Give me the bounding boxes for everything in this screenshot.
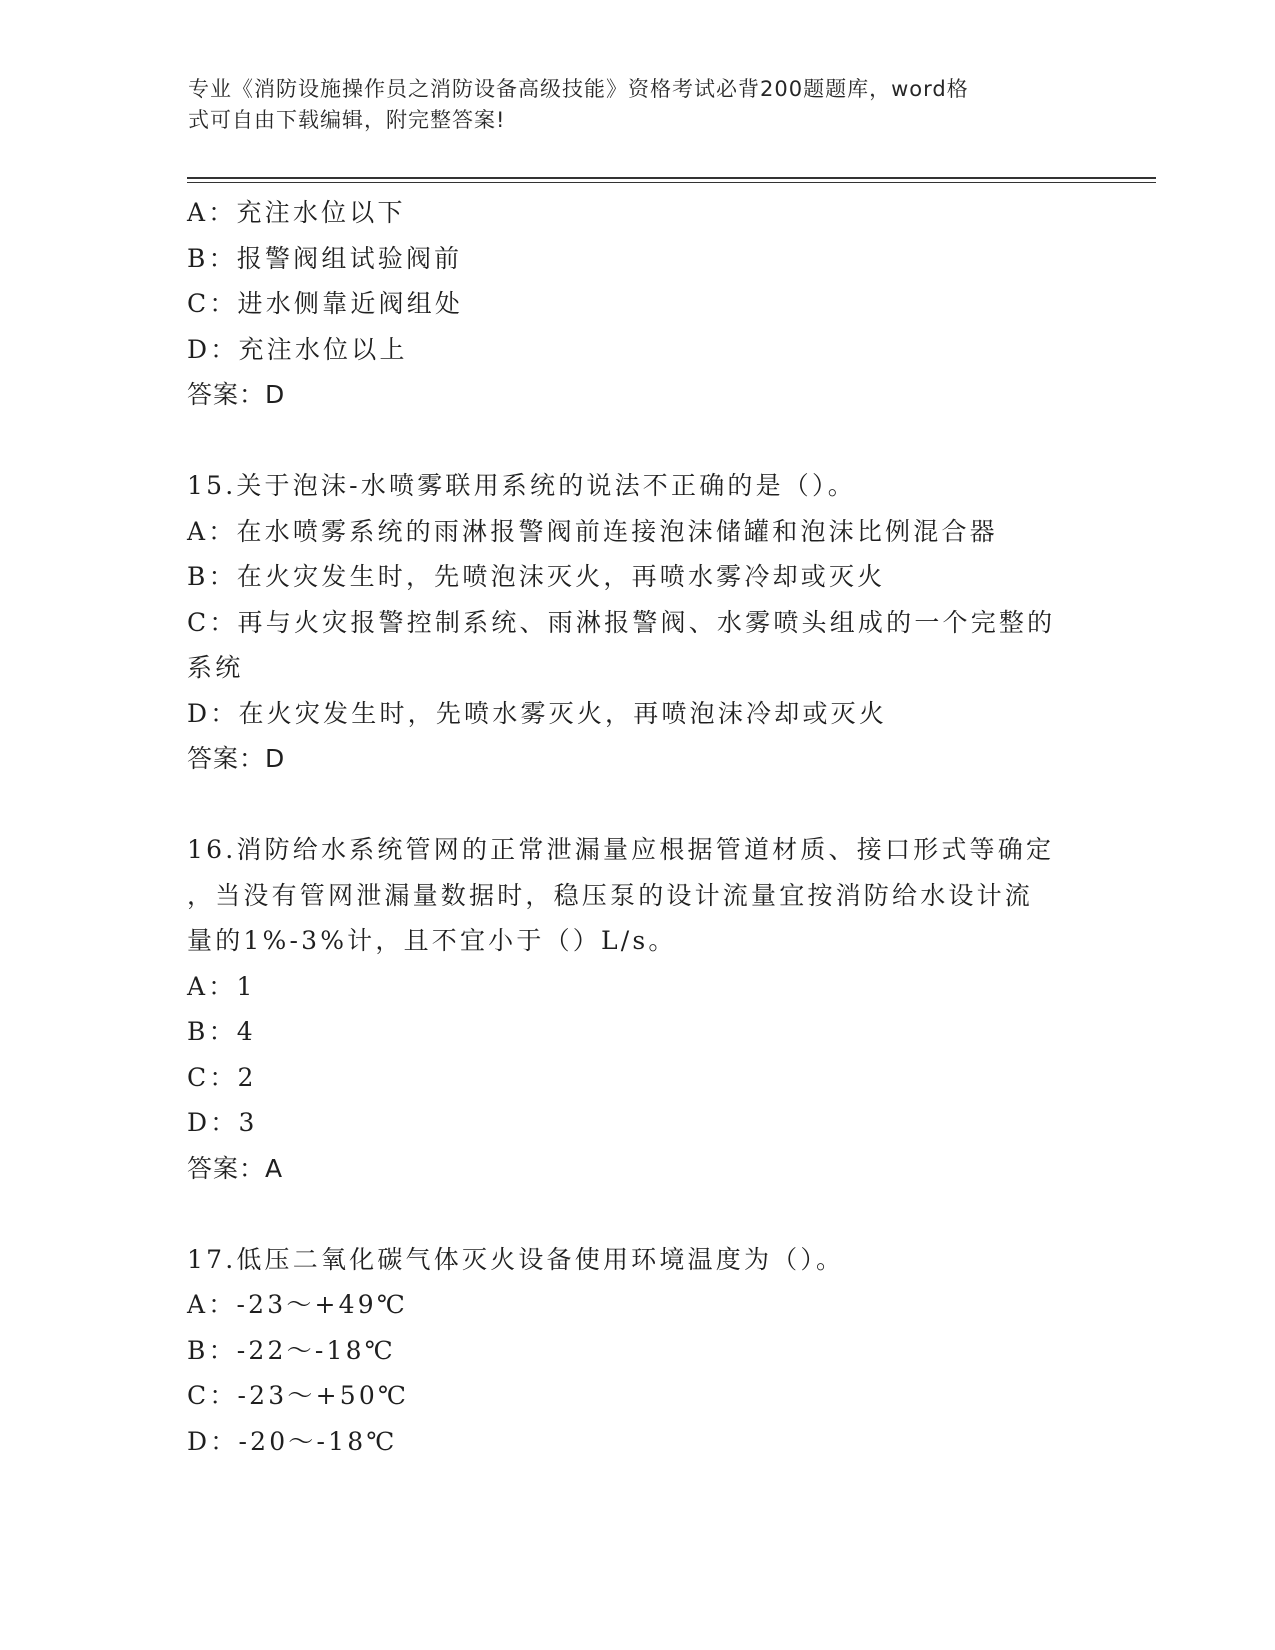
option-c: C：再与火灾报警控制系统、雨淋报警阀、水雾喷头组成的一个完整的 (187, 607, 1056, 637)
header-divider-thick (187, 177, 1156, 179)
spacer (187, 418, 1087, 464)
question-stem: 16.消防给水系统管网的正常泄漏量应根据管道材质、接口形式等确定 (187, 835, 1055, 864)
question-17 (187, 1237, 1087, 1465)
document-header (188, 74, 1068, 136)
option-b: B：4 (187, 1017, 256, 1046)
option-a: A：-23～+49℃ (187, 1290, 409, 1319)
question-stem-continued: ，当没有管网泄漏量数据时，稳压泵的设计流量宜按消防给水设计流 (187, 880, 1034, 910)
question-stem: 15.关于泡沫-水喷雾联用系统的说法不正确的是（）。 (187, 471, 856, 500)
option-d: D：-20～-18℃ (187, 1426, 398, 1456)
option-b: B：报警阀组试验阀前 (187, 243, 463, 273)
question-stem: 17.低压二氧化碳气体灭火设备使用环境温度为（）。 (187, 1244, 845, 1274)
option-a: A：1 (187, 971, 256, 1001)
question-stem-continued: 量的1%-3%计，且不宜小于（）L/s。 (187, 926, 677, 955)
option-d: D：在火灾发生时，先喷水雾灭火，再喷泡沫冷却或灭火 (187, 698, 888, 728)
option-d: D：充注水位以上 (187, 334, 408, 364)
spacer (187, 782, 1087, 828)
question-15 (187, 463, 1087, 782)
option-c: C：进水侧靠近阀组处 (187, 289, 464, 318)
header-line-1: 专业《消防设施操作员之消防设备高级技能》资格考试必背200题题库，word格 (188, 77, 969, 101)
question-16 (187, 827, 1087, 1191)
option-c-continued: 系统 (187, 653, 244, 682)
answer: 答案：A (187, 1153, 284, 1183)
option-c: C：2 (187, 1062, 257, 1092)
option-d: D：3 (187, 1108, 258, 1137)
question-14 (187, 190, 1087, 418)
spacer (187, 1191, 1087, 1237)
question-list (187, 190, 1087, 1464)
header-line-2: 式可自由下载编辑，附完整答案! (188, 108, 506, 132)
option-a: A：在水喷雾系统的雨淋报警阀前连接泡沫储罐和泡沫比例混合器 (187, 516, 998, 546)
answer: 答案：D (187, 744, 286, 773)
option-b: B：-22～-18℃ (187, 1335, 396, 1365)
option-c: C：-23～+50℃ (187, 1381, 410, 1410)
option-b: B：在火灾发生时，先喷泡沫灭火，再喷水雾冷却或灭火 (187, 562, 886, 591)
header-divider-thin (187, 182, 1156, 183)
answer: 答案：D (187, 380, 286, 409)
option-a: A：充注水位以下 (187, 198, 406, 227)
